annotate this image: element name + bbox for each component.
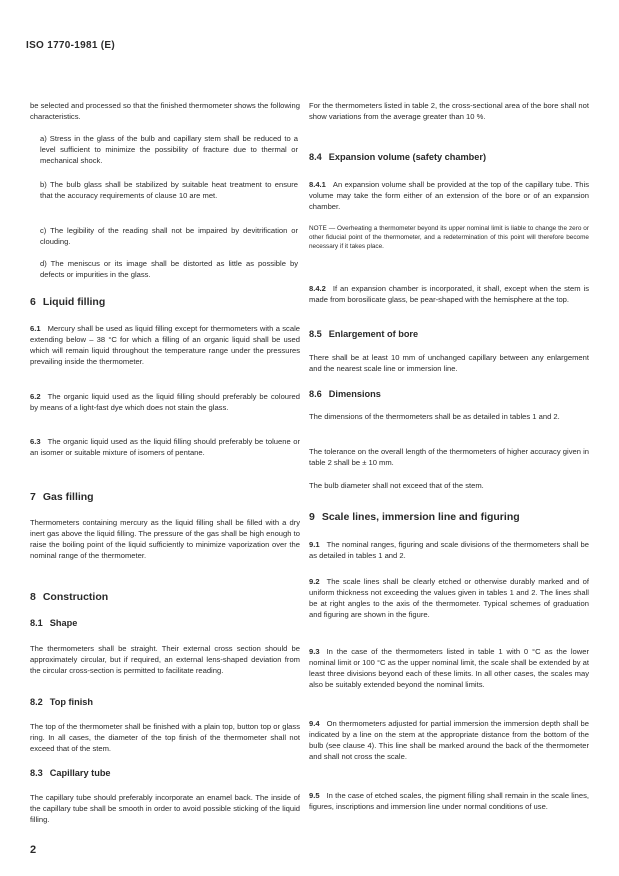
- characteristic-a: a) Stress in the glass of the bulb and capillary stem shall be reduced to a level sufficient to minimize the possibility of fracture due to thermal or mechanical shock.: [40, 134, 298, 165]
- section-8-5-heading: 8.5 Enlargement of bore: [309, 329, 419, 339]
- paragraph-8-4-1: 8.4.1 An expansion volume shall be provided at the top of the capillary tube. This volume may take the form either of an extension of the bore or of an expansion chamber.: [309, 180, 589, 211]
- section-6-heading: 6 Liquid filling: [30, 296, 106, 308]
- paragraph-8-6-bulb-diameter: The bulb diameter shall not exceed that of the stem.: [309, 481, 484, 490]
- characteristic-b: b) The bulb glass shall be stabilized by suitable heat treatment to ensure that the accuracy requirements of clause 10 are met.: [40, 180, 298, 200]
- paragraph-8-5: There shall be at least 10 mm of unchanged capillary between any enlargement and the nearest scale line or immersion line.: [309, 353, 589, 373]
- paragraph-8-3-continued: For the thermometers listed in table 2, the cross-sectional area of the bore shall not show variations from the average greater than 10 %.: [309, 101, 589, 121]
- paragraph-6-3: 6.3 The organic liquid used as the liquid filling should preferably be toluene or an isomer or suitable mixture of isomers of pentane.: [30, 437, 300, 457]
- section-8-1-heading: 8.1 Shape: [30, 618, 78, 628]
- paragraph-8-2: The top of the thermometer shall be finished with a plain top, button top or glass ring. In all cases, the diameter of the top finish of the thermometer shall not exceed that of the stem.: [30, 722, 300, 753]
- intro-paragraph: be selected and processed so that the finished thermometer shows the following characteristics.: [30, 101, 300, 121]
- section-8-heading: 8 Construction: [30, 591, 109, 603]
- note: NOTE — Overheating a thermometer beyond its upper nominal limit is liable to change the zero or other fiducial point of the thermometer, and a redetermination of this point will therefore become necessary if it takes place.: [309, 225, 589, 250]
- section-8-3-heading: 8.3 Capillary tube: [30, 768, 111, 778]
- paragraph-7: Thermometers containing mercury as the liquid filling shall be filled with a dry inert gas above the liquid filling. The pressure of the gas shall be high enough to raise the boiling point of the liquid sufficiently to minimize vaporization over the nominal range of the thermometer.: [30, 518, 300, 560]
- section-8-6-heading: 8.6 Dimensions: [309, 389, 381, 399]
- section-7-heading: 7 Gas filling: [30, 491, 94, 503]
- paragraph-8-1: The thermometers shall be straight. Their external cross section should be approximately circular, but if required, an external lens-shaped deviation from the circular cross-section is permitted to facilitate reading.: [30, 644, 300, 675]
- paragraph-9-2: 9.2 The scale lines shall be clearly etched or otherwise durably marked and of uniform thickness not exceeding the values given in tables 1 and 2. The lines shall be at right angles to the axis of the thermometer. Typical schemes of graduation and figuring are shown in the figure.: [309, 577, 589, 619]
- paragraph-8-4-2: 8.4.2 If an expansion chamber is incorporated, it shall, except when the stem is made from borosilicate glass, be pear-shaped with the hemisphere at the top.: [309, 284, 589, 304]
- paragraph-6-1: 6.1 Mercury shall be used as liquid filling except for thermometers with a scale extending below – 38 °C for which a filling of an organic liquid shall be used which will remain liquid throughout the temperature range under the pressures prevailing inside the thermometer.: [30, 324, 300, 366]
- paragraph-9-4: 9.4 On thermometers adjusted for partial immersion the immersion depth shall be indicated by a line on the stem at the appropriate distance from the bottom of the bulb (see clause 4). This line shall be marked around the back of the thermometer and shall not cross the scale.: [309, 719, 589, 761]
- characteristic-d: d) The meniscus or its image shall be distorted as little as possible by defects or impurities in the glass.: [40, 259, 298, 279]
- paragraph-9-5: 9.5 In the case of etched scales, the pigment filling shall remain in the scale lines, figures, inscriptions and immersion line under normal conditions of use.: [309, 791, 589, 811]
- page-number: 2: [30, 844, 37, 856]
- section-8-4-heading: 8.4 Expansion volume (safety chamber): [309, 152, 487, 162]
- characteristic-c: c) The legibility of the reading shall not be impaired by devitrification or clouding.: [40, 226, 298, 246]
- document-header: ISO 1770-1981 (E): [26, 40, 116, 51]
- section-8-2-heading: 8.2 Top finish: [30, 697, 93, 707]
- paragraph-8-3: The capillary tube should preferably incorporate an enamel back. The inside of the capillary tube shall be smooth in order to avoid possible sticking of the liquid filling.: [30, 793, 300, 824]
- paragraph-8-6-dimensions: The dimensions of the thermometers shall be as detailed in tables 1 and 2.: [309, 412, 560, 421]
- paragraph-9-3: 9.3 In the case of the thermometers listed in table 1 with 0 °C as the lower nominal limit or 100 °C as the upper nominal limit, the scale shall be extended by at least three divisions beyond each of these limits. In all other cases, the scales may also be suitably extended beyond the nominal limits.: [309, 647, 589, 689]
- paragraph-6-2: 6.2 The organic liquid used as the liquid filling should preferably be coloured by means of a light-fast dye which does not stain the glass.: [30, 392, 300, 412]
- paragraph-8-6-tolerance: The tolerance on the overall length of the thermometers of higher accuracy given in table 2 shall be ± 10 mm.: [309, 447, 589, 467]
- section-9-heading: 9 Scale lines, immersion line and figuring: [309, 511, 520, 523]
- paragraph-9-1: 9.1 The nominal ranges, figuring and scale divisions of the thermometers shall be as detailed in tables 1 and 2.: [309, 540, 589, 560]
